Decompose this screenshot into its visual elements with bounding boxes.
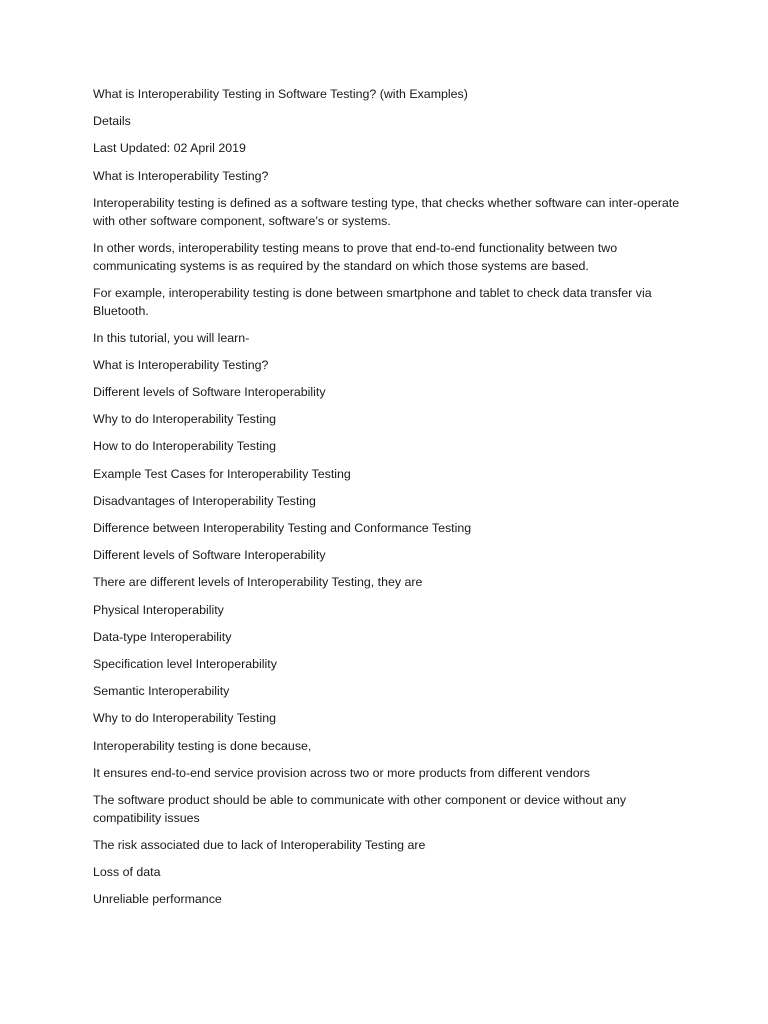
details-label: Details <box>93 114 131 129</box>
document-title: What is Interoperability Testing in Software Testing? (with Examples) <box>93 87 468 101</box>
list-item: Unreliable performance <box>93 892 222 907</box>
section-heading: Why to do Interoperability Testing <box>93 711 276 726</box>
toc-item: Difference between Interoperability Testing and Conformance Testing <box>93 521 472 536</box>
list-item: It ensures end-to-end service provision across two or more products from different vendors <box>93 765 590 780</box>
paragraph: In other words, interoperability testing means to prove that end-to-end functionality between two communicating systems is as required by the standard on which those systems are based. <box>93 240 618 273</box>
toc-item: What is Interoperability Testing? <box>93 357 269 372</box>
section-heading: Different levels of Software Interoperability <box>93 548 326 563</box>
toc-item: Different levels of Software Interoperability <box>93 385 326 400</box>
toc-item: Why to do Interoperability Testing <box>93 412 276 427</box>
paragraph: There are different levels of Interoperability Testing, they are <box>93 575 423 590</box>
document-page <box>93 86 683 918</box>
paragraph: In this tutorial, you will learn- <box>93 330 250 345</box>
last-updated: Last Updated: 02 April 2019 <box>93 141 246 156</box>
paragraph: For example, interoperability testing is done between smartphone and tablet to check data transfer via Bluetooth. <box>93 285 652 318</box>
toc-item: Disadvantages of Interoperability Testing <box>93 493 316 508</box>
paragraph: Interoperability testing is defined as a software testing type, that checks whether software can inter-operate with other software component, software's or systems. <box>93 195 680 228</box>
list-item: The software product should be able to communicate with other component or device without any compatibility issues <box>93 792 627 825</box>
list-item: Loss of data <box>93 865 161 880</box>
list-item: Semantic Interoperability <box>93 684 230 699</box>
list-item: Data-type Interoperability <box>93 629 232 644</box>
toc-item: How to do Interoperability Testing <box>93 439 276 454</box>
list-item: Specification level Interoperability <box>93 656 277 671</box>
toc-item: Example Test Cases for Interoperability Testing <box>93 466 351 481</box>
section-heading: What is Interoperability Testing? <box>93 168 269 183</box>
list-item: Physical Interoperability <box>93 602 224 617</box>
paragraph: Interoperability testing is done because, <box>93 738 312 753</box>
paragraph: The risk associated due to lack of Interoperability Testing are <box>93 837 426 852</box>
